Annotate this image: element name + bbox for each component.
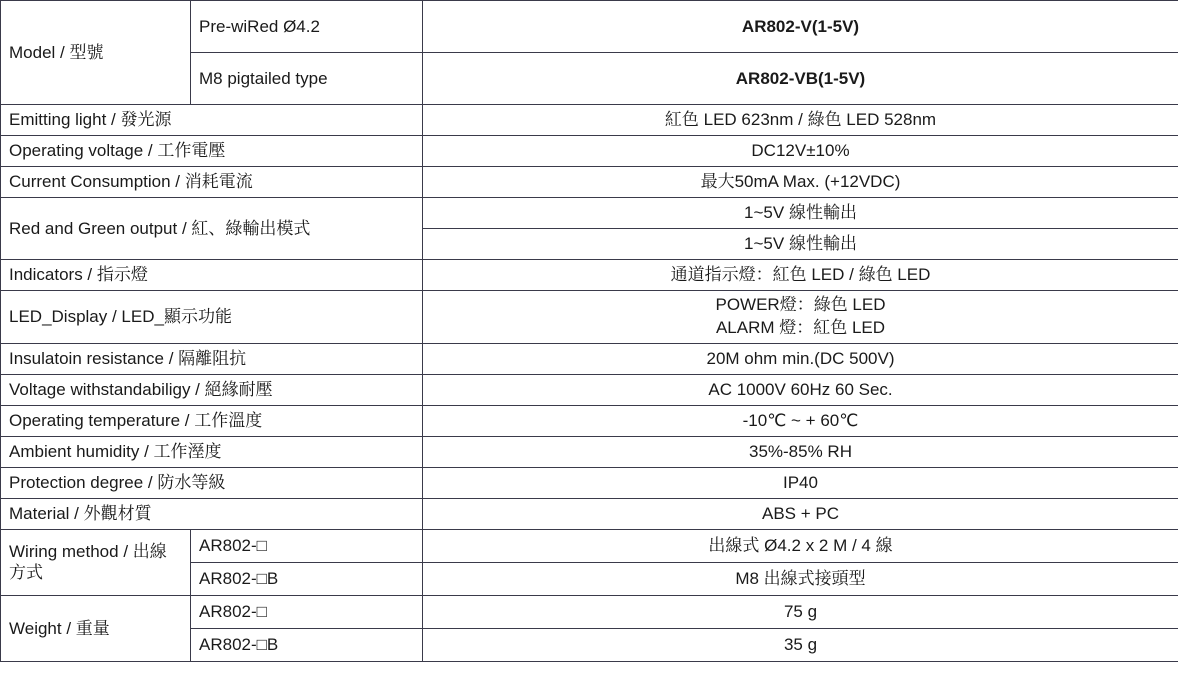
wiring-model-a: AR802-□ [191,529,423,562]
table-row [1,374,1178,405]
table-row [1,1,1178,53]
spec-value-ambient-humidity: 35%-85% RH [423,436,1178,467]
spec-label-voltage-withstand: Voltage withstandabiligy / 絕緣耐壓 [1,374,423,405]
spec-value-voltage-withstand: AC 1000V 60Hz 60 Sec. [423,374,1178,405]
wiring-model-b: AR802-□B [191,562,423,595]
model-label: Model / 型號 [1,1,191,105]
table-row [1,167,1178,198]
table-row [1,291,1178,344]
spec-label-current-consumption: Current Consumption / 消耗電流 [1,167,423,198]
led-display-power-line: POWER燈：綠色 LED [715,295,886,314]
spec-label-ambient-humidity: Ambient humidity / 工作溼度 [1,436,423,467]
spec-label-red-green-output: Red and Green output / 紅、綠輸出模式 [1,198,423,260]
spec-label-protection-degree: Protection degree / 防水等級 [1,467,423,498]
spec-value-protection-degree: IP40 [423,467,1178,498]
weight-value-b: 35 g [423,628,1178,661]
spec-value-operating-voltage: DC12V±10% [423,136,1178,167]
table-row [1,529,1178,562]
wiring-value-b: M8 出線式接頭型 [423,562,1178,595]
table-row [1,105,1178,136]
spec-value-operating-temperature: -10℃ ~ + 60℃ [423,405,1178,436]
table-row [1,467,1178,498]
spec-label-operating-voltage: Operating voltage / 工作電壓 [1,136,423,167]
model-value-m8: AR802-VB(1-5V) [423,53,1178,105]
wiring-value-a: 出線式 Ø4.2 x 2 M / 4 線 [423,529,1178,562]
spec-label-indicators: Indicators / 指示燈 [1,260,423,291]
table-row [1,498,1178,529]
spec-value-red-output: 1~5V 線性輸出 [423,198,1178,229]
spec-label-operating-temperature: Operating temperature / 工作溫度 [1,405,423,436]
weight-model-b: AR802-□B [191,628,423,661]
spec-value-green-output: 1~5V 線性輸出 [423,229,1178,260]
spec-label-wiring-method: Wiring method / 出線方式 [1,529,191,595]
table-row [1,260,1178,291]
model-type-m8: M8 pigtailed type [191,53,423,105]
table-row [1,595,1178,628]
table-row [1,198,1178,229]
weight-value-a: 75 g [423,595,1178,628]
table-row [1,136,1178,167]
table-row [1,436,1178,467]
spec-label-weight: Weight / 重量 [1,595,191,661]
spec-value-led-display [423,291,1178,344]
spec-value-material: ABS + PC [423,498,1178,529]
spec-label-led-display: LED_Display / LED_顯示功能 [1,291,423,344]
spec-value-emitting-light: 紅色 LED 623nm / 綠色 LED 528nm [423,105,1178,136]
model-type-prewired: Pre-wiRed Ø4.2 [191,1,423,53]
spec-value-indicators: 通道指示燈：紅色 LED / 綠色 LED [423,260,1178,291]
spec-value-current-consumption: 最大50mA Max. (+12VDC) [423,167,1178,198]
led-display-alarm-line: ALARM 燈：紅色 LED [715,317,886,337]
spec-label-insulation-resistance: Insulatoin resistance / 隔離阻抗 [1,343,423,374]
weight-model-a: AR802-□ [191,595,423,628]
spec-label-emitting-light: Emitting light / 發光源 [1,105,423,136]
spec-value-insulation-resistance: 20M ohm min.(DC 500V) [423,343,1178,374]
table-row [1,405,1178,436]
spec-label-material: Material / 外觀材質 [1,498,423,529]
table-row [1,343,1178,374]
model-value-prewired: AR802-V(1-5V) [423,1,1178,53]
